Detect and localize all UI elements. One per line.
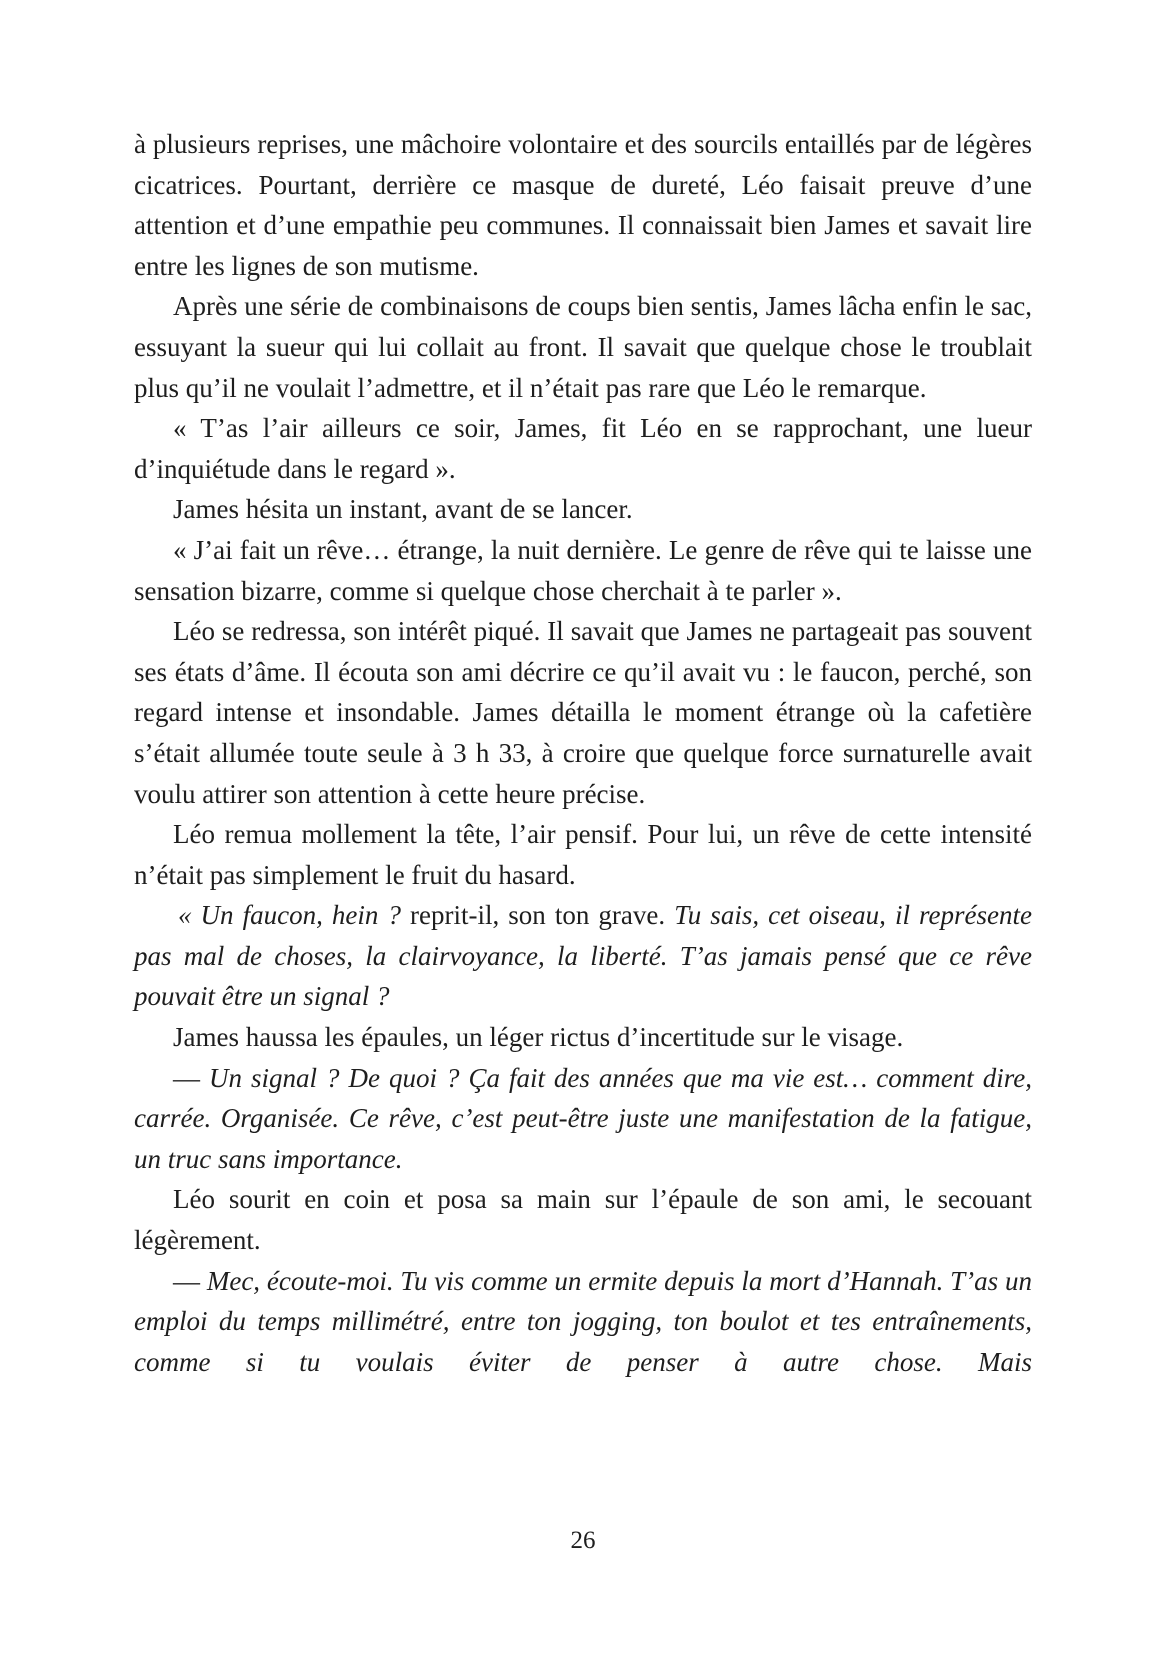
paragraph-dialogue-mixed xyxy=(134,895,1032,1017)
paragraph-dialogue-dash xyxy=(134,1058,1032,1180)
paragraph-continuation: à plusieurs reprises, une mâchoire volontaire et des sourcils entaillés par de légères cicatrices. Pourtant, derrière ce masque de dureté, Léo faisait preuve d’une attention et d’une empathie peu communes. Il connaissait bien James et savait lire entre les lignes de son mutisme. xyxy=(134,129,1032,281)
paragraph-dialogue: « T’as l’air ailleurs ce soir, James, fit Léo en se rapprochant, une lueur d’inquiétude dans le regard ». xyxy=(134,413,1032,484)
page-number: 26 xyxy=(570,1527,596,1554)
dialogue-plain-middle: reprit-il, son ton grave. xyxy=(400,900,675,931)
dialogue-italic-start: « Un faucon, hein ? xyxy=(178,900,401,931)
dialogue-italic: Mec, écoute-moi. Tu vis comme un ermite depuis la mort d’Hannah. T’as un emploi du temps millimétré, entre ton jogging, ton boulot et tes entraînements, comme si tu voulais éviter de penser à autre chose. Mais xyxy=(134,1265,1033,1377)
paragraph-narration: James haussa les épaules, un léger rictus d’incertitude sur le visage. xyxy=(173,1022,904,1053)
dialogue-italic-end: Tu sais, cet oiseau, il représente pas mal de choses, la clairvoyance, la liberté. T’as jamais pensé que ce rêve pouvait être un signal ? xyxy=(134,900,1032,1012)
body-text xyxy=(134,124,1032,1382)
dialogue-dash: — xyxy=(173,1062,209,1093)
paragraph-narration: Léo sourit en coin et posa sa main sur l’épaule de son ami, le secouant légèrement. xyxy=(134,1184,1032,1256)
paragraph-dialogue-dash xyxy=(134,1261,1032,1383)
paragraph-narration: Après une série de combinaisons de coups bien sentis, James lâcha enfin le sac, essuyant la sueur qui lui collait au front. Il savait que quelque chose le troublait plus qu’il ne voulait l’admettre, et il n’était pas rare que Léo le remarque. xyxy=(134,291,1032,403)
paragraph-narration: James hésita un instant, avant de se lancer. xyxy=(173,494,633,525)
dialogue-italic: Un signal ? De quoi ? Ça fait des années que ma vie est… comment dire, carrée. Organisée. Ce rêve, c’est peut-être juste une manifestation de la fatigue, un truc sans importance. xyxy=(134,1062,1032,1174)
paragraph-narration: Léo remua mollement la tête, l’air pensif. Pour lui, un rêve de cette intensité n’était pas simplement le fruit du hasard. xyxy=(134,819,1032,890)
paragraph-narration: Léo se redressa, son intérêt piqué. Il savait que James ne partageait pas souvent ses états d’âme. Il écouta son ami décrire ce qu’il avait vu : le faucon, perché, son regard intense et insondable. James détailla le moment étrange où la cafetière s’était allumée toute seule à 3 h 33, à croire que quelque force surnaturelle avait voulu attirer son attention à cette heure précise. xyxy=(134,616,1032,809)
paragraph-dialogue: « J’ai fait un rêve… étrange, la nuit dernière. Le genre de rêve qui te laisse une sensation bizarre, comme si quelque chose cherchait à te parler ». xyxy=(134,534,1032,606)
dialogue-dash: — xyxy=(173,1265,207,1296)
